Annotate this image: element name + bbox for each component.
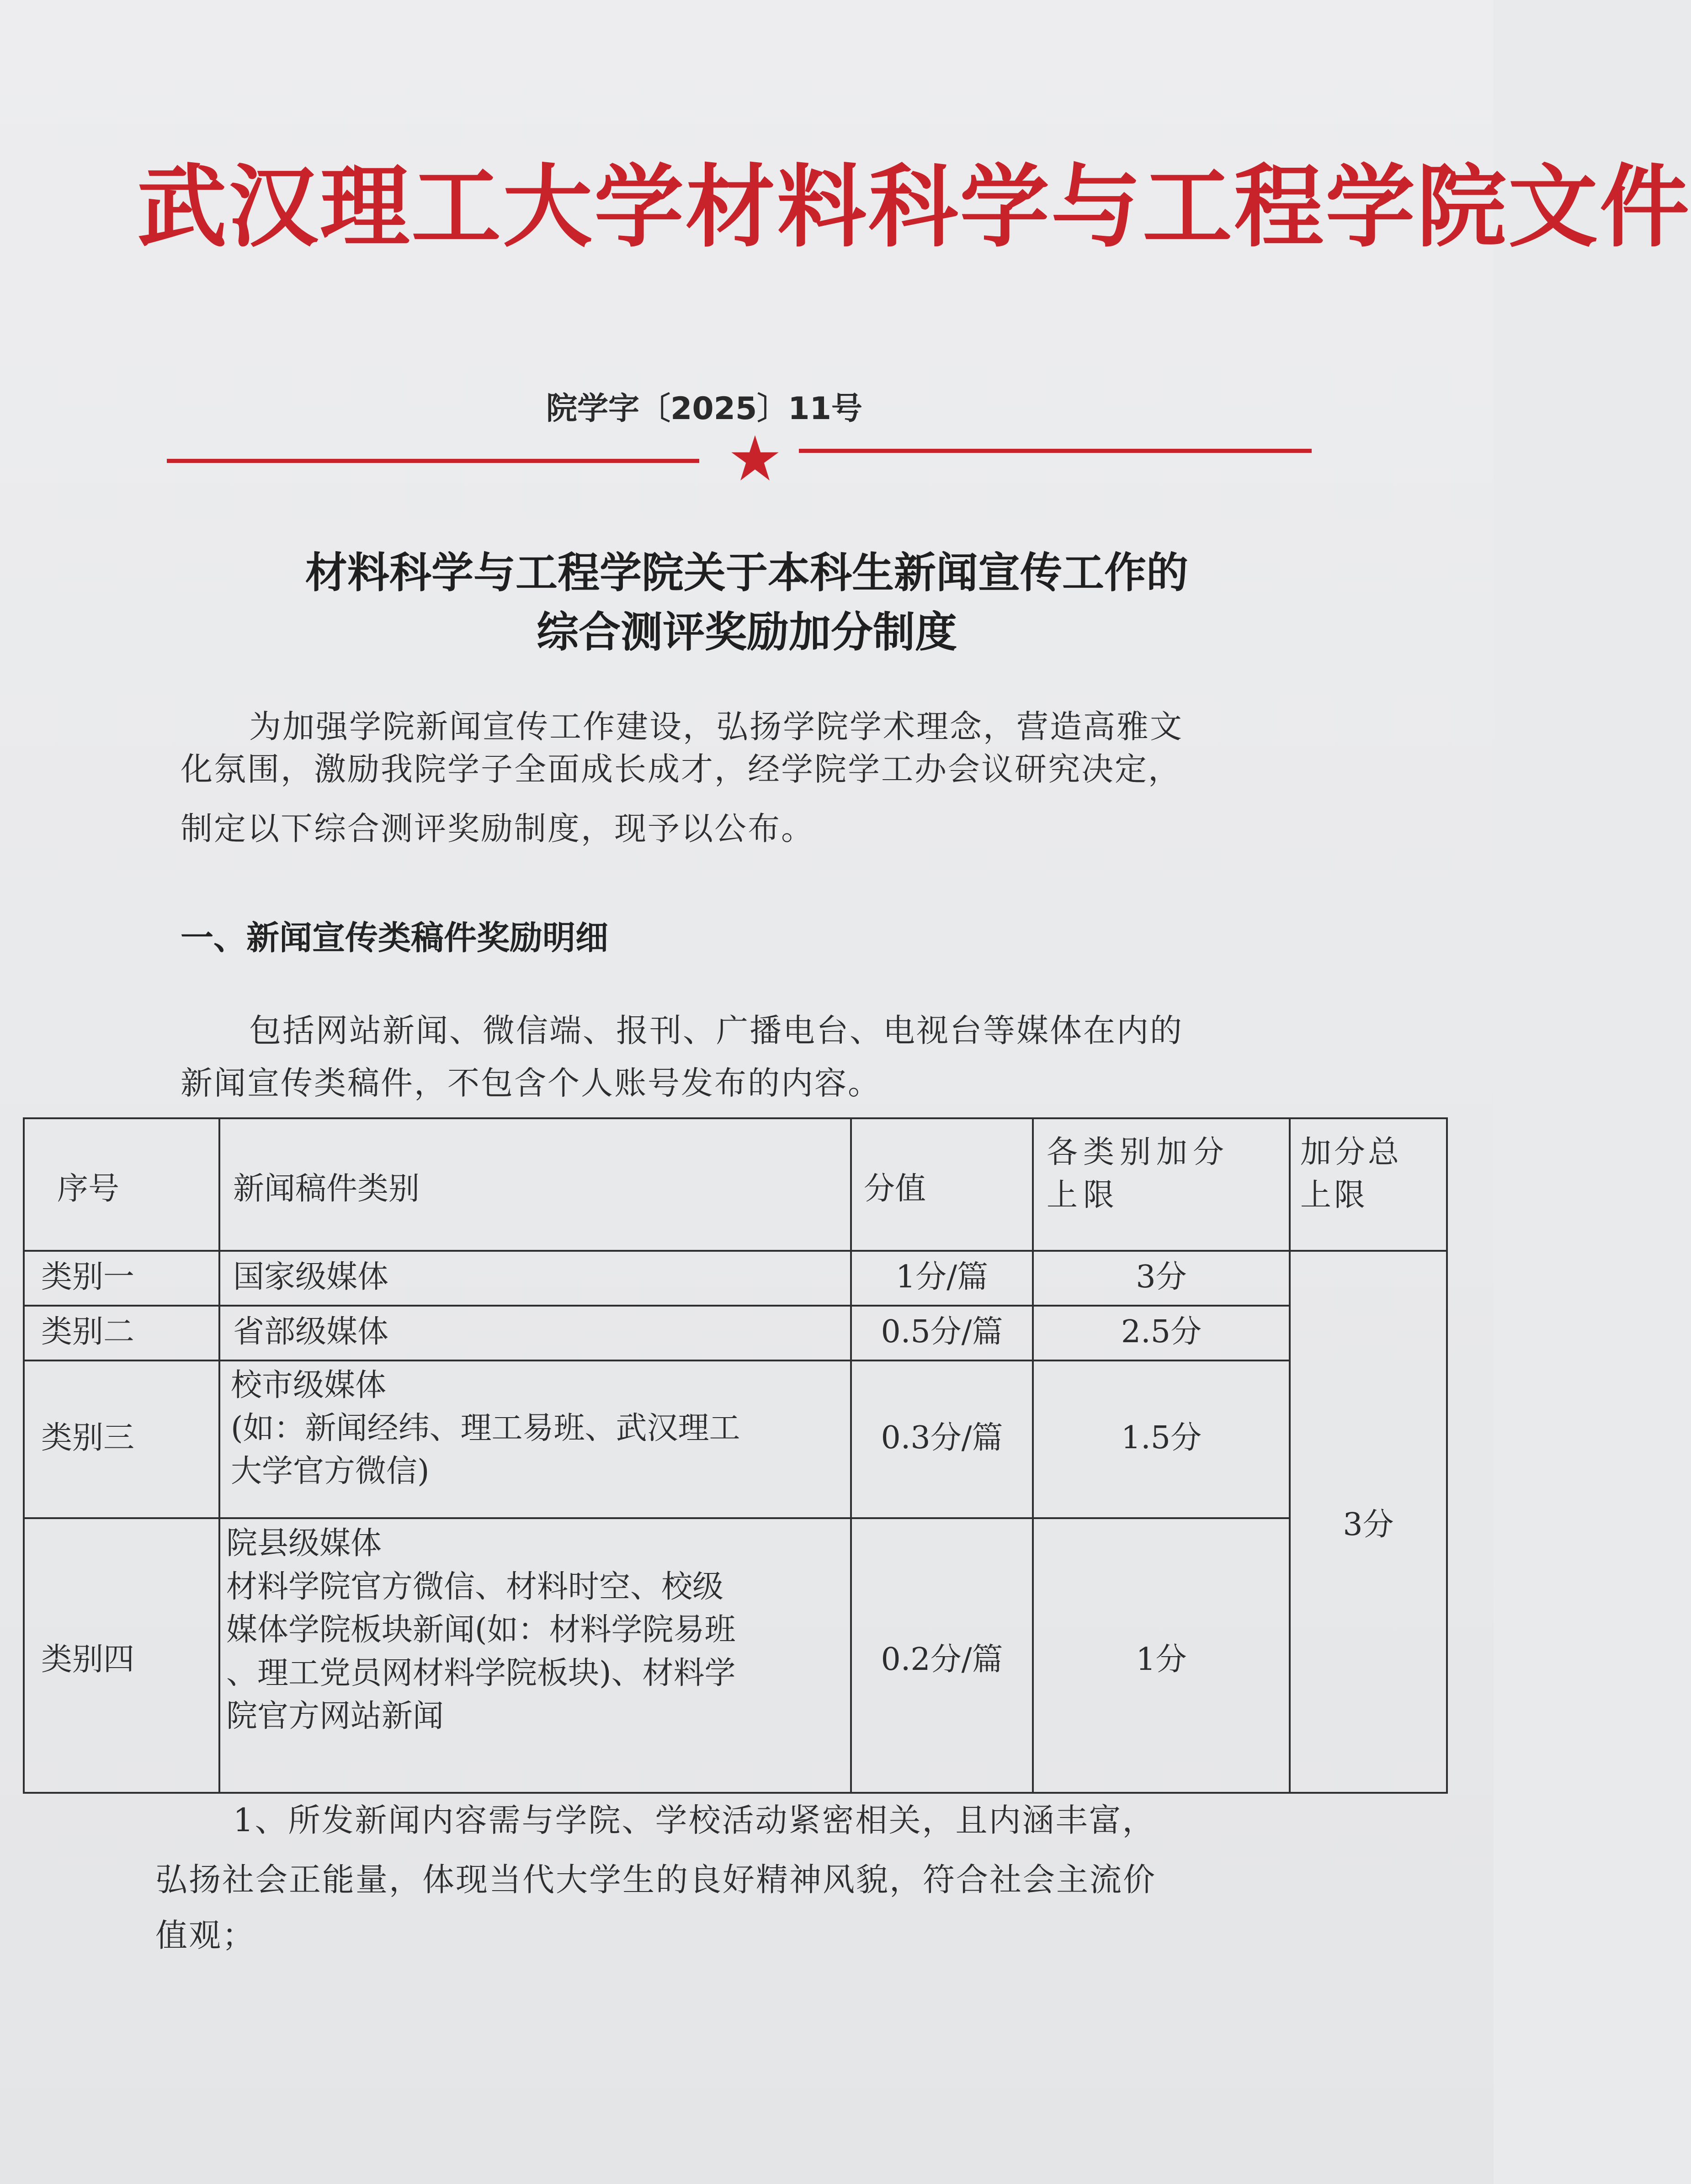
table-border [23,1117,1448,1119]
header-cap-line2: 上限 [1047,1177,1120,1213]
category-line: 材料学院官方微信、材料时空、校级 [226,1568,724,1605]
section-heading: 一、新闻宣传类稿件奖励明细 [181,919,609,957]
scoring-table [23,1117,1448,1794]
row-cap: 2.5分 [1121,1314,1202,1350]
note-line: 值观； [155,1917,255,1954]
red-rule-right [799,449,1312,453]
star-icon [730,433,780,484]
category-line: 媒体学院板块新闻(如：材料学院易班 [226,1612,736,1648]
row-score: 1分/篇 [895,1259,989,1295]
row-score: 0.3分/篇 [881,1420,1003,1456]
row-no: 类别一 [41,1259,135,1295]
header-cap-line1: 各类别加分 [1047,1134,1230,1170]
table-border [23,1117,25,1794]
header-score: 分值 [864,1171,926,1207]
category-line: 院官方网站新闻 [226,1698,444,1735]
header-total [1300,1131,1402,1217]
header-total-line1: 加分总 [1300,1134,1402,1170]
row-category [231,1364,740,1493]
category-line: 、理工党员网材料学院板块)、材料学 [226,1655,736,1691]
section-line: 新闻宣传类稿件，不包含个人账号发布的内容。 [181,1064,881,1102]
category-line: 大学官方微信) [231,1453,430,1489]
row-score: 0.5分/篇 [881,1314,1003,1350]
table-col-line [218,1117,220,1794]
row-cap: 1分 [1136,1642,1187,1678]
document-number: 院学字〔2025〕11号 [546,391,862,427]
section-line: 包括网站新闻、微信端、报刊、广播电台、电视台等媒体在内的 [249,1012,1183,1049]
intro-line: 制定以下综合测评奖励制度，现予以公布。 [181,810,814,847]
row-no: 类别二 [41,1314,135,1350]
table-col-line [1289,1117,1291,1794]
note-line: 弘扬社会正能量，体现当代大学生的良好精神风貌，符合社会主流价 [155,1861,1156,1898]
header-total-line2: 上限 [1300,1177,1368,1213]
table-border [23,1792,1448,1794]
row-category: 省部级媒体 [233,1314,389,1350]
row-score: 0.2分/篇 [881,1642,1003,1678]
table-row-line [23,1517,1291,1519]
row-cap: 1.5分 [1121,1420,1202,1456]
intro-line: 为加强学院新闻宣传工作建设，弘扬学院学术理念，营造高雅文 [249,708,1183,745]
category-line: 校市级媒体 [231,1367,387,1403]
category-line: 院县级媒体 [226,1525,382,1562]
header-category: 新闻稿件类别 [233,1171,420,1207]
document-title-line1: 材料科学与工程学院关于本科生新闻宣传工作的 [305,548,1188,597]
document-title-line2: 综合测评奖励加分制度 [536,607,957,657]
row-no: 类别四 [41,1642,135,1678]
table-row-line [23,1360,1291,1361]
note-line: 1、所发新闻内容需与学院、学校活动紧密相关，且内涵丰富， [233,1801,1156,1839]
table-row-line [23,1250,1448,1252]
issuer-masthead: 武汉理工大学材料科学与工程学院文件 [137,154,1691,260]
table-border [1446,1117,1448,1794]
row-no: 类别三 [41,1420,135,1456]
header-no: 序号 [57,1171,120,1207]
intro-line: 化氛围，激励我院学子全面成长成才，经学院学工办会议研究决定， [181,750,1181,788]
row-category: 国家级媒体 [233,1259,389,1295]
category-line: (如：新闻经纬、理工易班、武汉理工 [231,1410,740,1446]
total-cap: 3分 [1343,1507,1394,1543]
row-cap: 3分 [1136,1259,1187,1295]
header-cap [1047,1131,1229,1217]
table-row-line [23,1305,1291,1307]
red-rule-left [167,459,699,463]
row-category [226,1522,736,1738]
